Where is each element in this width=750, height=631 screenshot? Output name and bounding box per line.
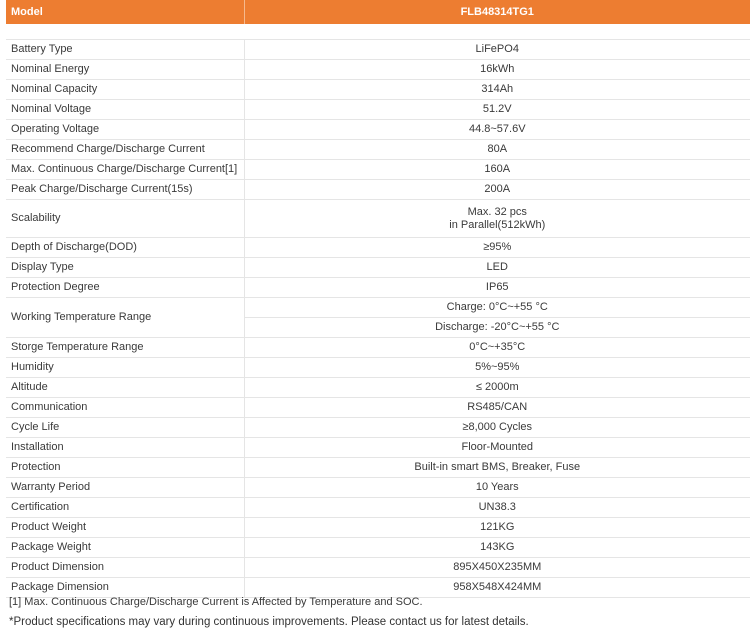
spec-value [244, 200, 750, 238]
spec-label: Scalability [6, 200, 244, 238]
spec-value: UN38.3 [244, 498, 750, 518]
spec-row-depth-of-discharge [6, 238, 750, 258]
spec-label: Max. Continuous Charge/Discharge Current[1] [6, 160, 244, 180]
spec-row-nominal-capacity [6, 80, 750, 100]
spec-value: LED [244, 258, 750, 278]
spec-value: Floor-Mounted [244, 438, 750, 458]
spec-row-certification [6, 498, 750, 518]
spec-value: RS485/CAN [244, 398, 750, 418]
spec-value: 10 Years [244, 478, 750, 498]
spec-label: Nominal Energy [6, 60, 244, 80]
spec-value: 895X450X235MM [244, 558, 750, 578]
spec-row-recommend-current [6, 140, 750, 160]
spec-value: 80A [244, 140, 750, 160]
spec-row-working-temp-charge [6, 298, 750, 318]
spec-label: Peak Charge/Discharge Current(15s) [6, 180, 244, 200]
spec-row-nominal-voltage [6, 100, 750, 120]
spec-label: Display Type [6, 258, 244, 278]
spec-row-product-dimension [6, 558, 750, 578]
spec-value: 51.2V [244, 100, 750, 120]
spec-label: Warranty Period [6, 478, 244, 498]
spec-row-communication [6, 398, 750, 418]
spec-label: Storge Temperature Range [6, 338, 244, 358]
spec-row-protection [6, 458, 750, 478]
spec-row-scalability [6, 200, 750, 238]
spec-label: Package Dimension [6, 578, 244, 598]
spec-value-discharge: Discharge: -20°C~+55 °C [244, 318, 750, 338]
spec-value: 0°C~+35°C [244, 338, 750, 358]
spec-value: ≥8,000 Cycles [244, 418, 750, 438]
spec-value: 5%~95% [244, 358, 750, 378]
footnote-disclaimer: *Product specifications may vary during continuous improvements. Please contact us for latest details. [9, 616, 529, 628]
spec-label: Product Weight [6, 518, 244, 538]
spacer-row [6, 24, 750, 40]
spec-label: Battery Type [6, 40, 244, 60]
spec-value: 44.8~57.6V [244, 120, 750, 140]
spec-label: Working Temperature Range [6, 298, 244, 338]
footnotes [9, 595, 745, 629]
spec-label: Recommend Charge/Discharge Current [6, 140, 244, 160]
model-header-label: Model [6, 0, 244, 24]
spec-value: 16kWh [244, 60, 750, 80]
spec-row-warranty-period [6, 478, 750, 498]
spec-value-charge: Charge: 0°C~+55 °C [244, 298, 750, 318]
spec-value-line: in Parallel(512kWh) [449, 218, 546, 231]
spec-label: Protection Degree [6, 278, 244, 298]
spec-row-humidity [6, 358, 750, 378]
spec-label: Installation [6, 438, 244, 458]
spec-value: ≤ 2000m [244, 378, 750, 398]
spec-row-battery-type [6, 40, 750, 60]
spec-row-display-type [6, 258, 750, 278]
spec-value: 143KG [244, 538, 750, 558]
spec-value: Built-in smart BMS, Breaker, Fuse [244, 458, 750, 478]
spec-value: 958X548X424MM [244, 578, 750, 598]
spec-label: Product Dimension [6, 558, 244, 578]
table-header-row [6, 0, 750, 24]
spec-table [6, 0, 750, 598]
spec-row-package-weight [6, 538, 750, 558]
spec-value: 121KG [244, 518, 750, 538]
spec-label: Operating Voltage [6, 120, 244, 140]
spec-row-cycle-life [6, 418, 750, 438]
spec-row-storage-temp [6, 338, 750, 358]
footnote-current: [1] Max. Continuous Charge/Discharge Current is Affected by Temperature and SOC. [9, 596, 423, 608]
spec-label: Depth of Discharge(DOD) [6, 238, 244, 258]
spec-label: Nominal Capacity [6, 80, 244, 100]
spec-label: Humidity [6, 358, 244, 378]
spec-label: Package Weight [6, 538, 244, 558]
spec-label: Communication [6, 398, 244, 418]
spec-row-peak-current [6, 180, 750, 200]
spec-value-line: Max. 32 pcs [467, 205, 527, 218]
spec-row-protection-degree [6, 278, 750, 298]
spec-label: Altitude [6, 378, 244, 398]
spec-label: Certification [6, 498, 244, 518]
spec-label: Cycle Life [6, 418, 244, 438]
spec-value: IP65 [244, 278, 750, 298]
spec-value: ≥95% [244, 238, 750, 258]
spec-value: 314Ah [244, 80, 750, 100]
spec-value: 200A [244, 180, 750, 200]
model-header-value: FLB48314TG1 [244, 0, 750, 24]
spec-value: 160A [244, 160, 750, 180]
spec-label: Protection [6, 458, 244, 478]
spec-value: LiFePO4 [244, 40, 750, 60]
spec-row-operating-voltage [6, 120, 750, 140]
spec-row-max-continuous-current [6, 160, 750, 180]
spec-row-nominal-energy [6, 60, 750, 80]
spec-label: Nominal Voltage [6, 100, 244, 120]
spec-row-altitude [6, 378, 750, 398]
spec-row-product-weight [6, 518, 750, 538]
spec-row-installation [6, 438, 750, 458]
